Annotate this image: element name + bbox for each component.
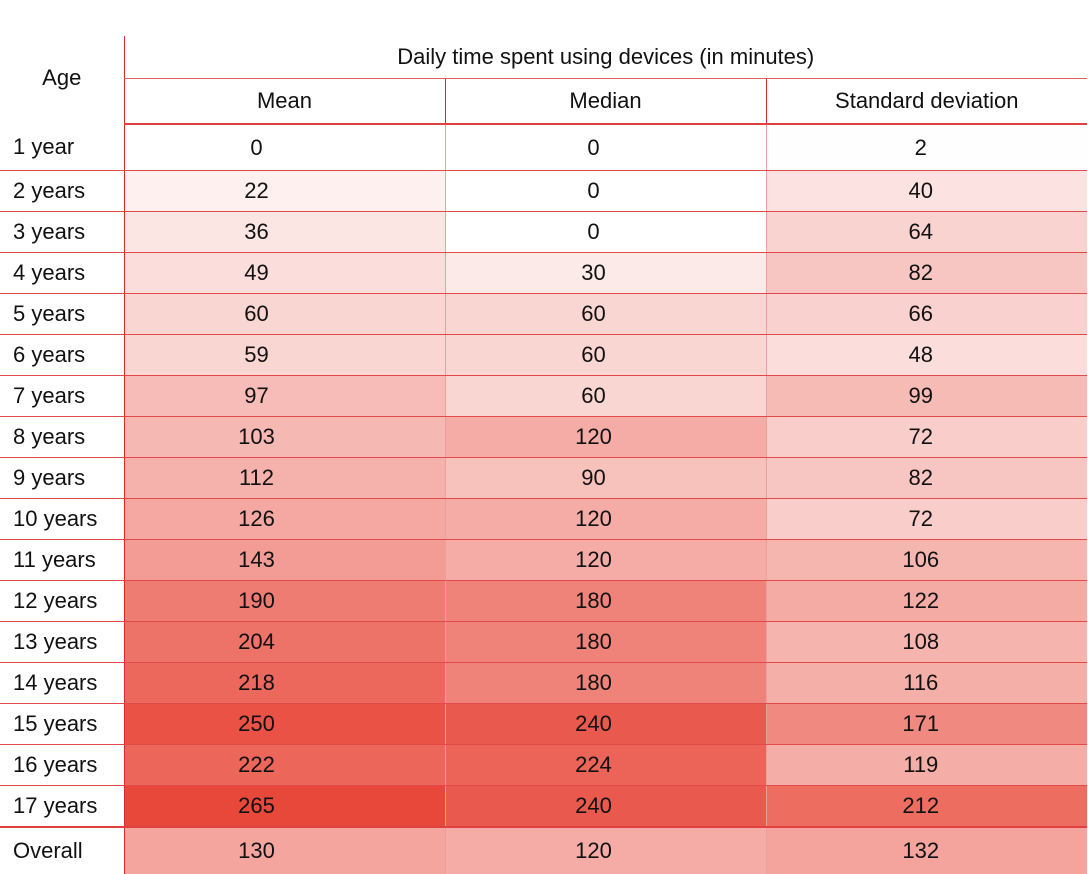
table-row: [0, 786, 1087, 828]
median-value: 30: [581, 260, 606, 285]
mean-value: 60: [244, 301, 269, 326]
sd-value: 48: [908, 342, 933, 367]
median-value: 0: [587, 134, 600, 160]
median-value: 60: [581, 383, 606, 408]
table-row: [0, 171, 1087, 212]
age-label: Overall: [0, 827, 124, 874]
sd-value: 72: [908, 506, 933, 531]
mean-cell: [124, 663, 445, 704]
median-value: 180: [575, 588, 612, 613]
age-label: 10 years: [0, 499, 124, 540]
median-value: 240: [575, 711, 612, 736]
sd-value: 212: [902, 793, 940, 818]
sd-cell: [766, 540, 1087, 581]
sd-cell: [766, 827, 1087, 874]
mean-cell: [124, 581, 445, 622]
table-row: [0, 745, 1087, 786]
age-label: 15 years: [0, 704, 124, 745]
age-label: 1 year: [0, 124, 124, 171]
mean-cell: [124, 417, 445, 458]
mean-value: 126: [238, 506, 275, 531]
mean-value: 0: [250, 134, 263, 160]
mean-cell: [124, 745, 445, 786]
table-row: [0, 417, 1087, 458]
sd-value: 2: [914, 134, 927, 160]
mean-value: 250: [238, 711, 275, 736]
sd-value: 64: [908, 219, 933, 244]
age-label: 11 years: [0, 540, 124, 581]
median-cell: [445, 622, 766, 663]
table-row: [0, 124, 1087, 171]
mean-value: 97: [244, 383, 269, 408]
median-cell: [445, 786, 766, 828]
median-value: 120: [575, 838, 612, 863]
table-row: [0, 253, 1087, 294]
mean-value: 222: [238, 752, 275, 777]
mean-cell: [124, 171, 445, 212]
sd-cell: [766, 212, 1087, 253]
age-label: 2 years: [0, 171, 124, 212]
sd-value: 40: [908, 178, 933, 203]
median-cell: [445, 827, 766, 874]
median-value: 120: [575, 547, 612, 572]
sd-value: 82: [908, 260, 933, 285]
sd-value: 116: [903, 670, 939, 695]
median-value: 60: [581, 301, 606, 326]
mean-cell: [124, 212, 445, 253]
table-row: [0, 212, 1087, 253]
group-header: Daily time spent using devices (in minutes): [124, 36, 1087, 79]
mean-value: 36: [244, 219, 269, 244]
table-row: [0, 827, 1087, 874]
median-cell: [445, 499, 766, 540]
mean-value: 103: [238, 424, 275, 449]
sd-value: 108: [902, 629, 940, 654]
mean-value: 218: [238, 670, 275, 695]
age-label: 4 years: [0, 253, 124, 294]
median-cell: [445, 335, 766, 376]
median-value: 224: [575, 752, 612, 777]
median-cell: [445, 376, 766, 417]
table-row: [0, 622, 1087, 663]
sd-value: 72: [908, 424, 933, 449]
age-label: 6 years: [0, 335, 124, 376]
mean-cell: [124, 294, 445, 335]
table-row: [0, 499, 1087, 540]
median-value: 180: [575, 670, 612, 695]
age-label: 5 years: [0, 294, 124, 335]
mean-value: 112: [238, 465, 275, 490]
mean-cell: [124, 253, 445, 294]
age-label: 7 years: [0, 376, 124, 417]
median-value: 120: [575, 506, 612, 531]
median-value: 240: [575, 793, 612, 818]
table-row: [0, 663, 1087, 704]
sd-cell: [766, 622, 1087, 663]
age-label: 8 years: [0, 417, 124, 458]
mean-value: 143: [238, 547, 275, 572]
sd-value: 106: [902, 547, 940, 572]
age-label: 9 years: [0, 458, 124, 499]
age-label: 3 years: [0, 212, 124, 253]
age-column-header: Age: [42, 65, 82, 90]
age-label: 16 years: [0, 745, 124, 786]
sd-cell: [766, 704, 1087, 745]
median-cell: [445, 704, 766, 745]
mean-column-header: Mean: [124, 79, 445, 124]
age-label: 14 years: [0, 663, 124, 704]
median-value: 180: [575, 629, 612, 654]
sd-cell: [766, 124, 1087, 171]
mean-value: 130: [238, 838, 275, 863]
mean-cell: [124, 376, 445, 417]
sd-cell: [766, 376, 1087, 417]
sd-cell: [766, 171, 1087, 212]
table-row: [0, 581, 1087, 622]
mean-cell: [124, 704, 445, 745]
sd-cell: [766, 786, 1087, 828]
mean-cell: [124, 124, 445, 171]
median-cell: [445, 124, 766, 171]
mean-cell: [124, 458, 445, 499]
median-cell: [445, 253, 766, 294]
age-label: 13 years: [0, 622, 124, 663]
sd-cell: [766, 335, 1087, 376]
mean-value: 204: [238, 629, 275, 654]
mean-value: 49: [244, 260, 269, 285]
table-body: [0, 124, 1087, 874]
median-cell: [445, 171, 766, 212]
mean-value: 265: [238, 793, 275, 818]
mean-value: 59: [244, 342, 269, 367]
mean-cell: [124, 540, 445, 581]
mean-cell: [124, 827, 445, 874]
table-row: [0, 335, 1087, 376]
table-row: [0, 294, 1087, 335]
sd-cell: [766, 253, 1087, 294]
median-cell: [445, 458, 766, 499]
sd-value: 171: [902, 711, 940, 736]
median-value: 120: [575, 424, 612, 449]
median-cell: [445, 212, 766, 253]
mean-value: 22: [244, 178, 269, 203]
sd-cell: [766, 663, 1087, 704]
median-cell: [445, 663, 766, 704]
sd-value: 82: [908, 465, 933, 490]
median-value: 60: [581, 342, 606, 367]
sd-column-header: Standard deviation: [766, 79, 1087, 124]
median-cell: [445, 417, 766, 458]
median-cell: [445, 745, 766, 786]
sd-value: 132: [902, 838, 940, 863]
age-label: 17 years: [0, 786, 124, 828]
device-time-table: [0, 36, 1087, 874]
mean-cell: [124, 499, 445, 540]
table-row: [0, 458, 1087, 499]
table-row: [0, 704, 1087, 745]
sd-value: 99: [908, 383, 933, 408]
sd-value: 122: [902, 588, 940, 613]
table-row: [0, 376, 1087, 417]
median-value: 0: [587, 178, 600, 203]
sd-cell: [766, 581, 1087, 622]
sd-cell: [766, 417, 1087, 458]
table-row: [0, 540, 1087, 581]
median-value: 90: [581, 465, 606, 490]
median-cell: [445, 294, 766, 335]
sd-cell: [766, 745, 1087, 786]
mean-value: 190: [238, 588, 275, 613]
mean-cell: [124, 622, 445, 663]
median-column-header: Median: [445, 79, 766, 124]
median-cell: [445, 540, 766, 581]
sd-value: 66: [908, 301, 933, 326]
sd-cell: [766, 294, 1087, 335]
mean-cell: [124, 786, 445, 828]
sd-cell: [766, 499, 1087, 540]
age-label: 12 years: [0, 581, 124, 622]
sd-value: 119: [903, 752, 939, 777]
mean-cell: [124, 335, 445, 376]
sd-cell: [766, 458, 1087, 499]
median-value: 0: [587, 219, 600, 244]
median-cell: [445, 581, 766, 622]
